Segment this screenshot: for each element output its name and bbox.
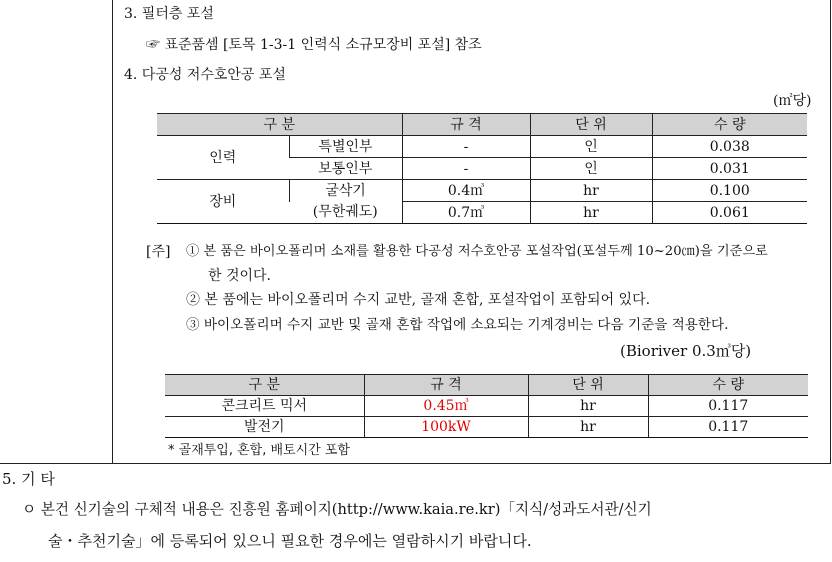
row-spec: - — [402, 136, 530, 158]
header-spec: 규 격 — [402, 114, 530, 136]
table-row — [157, 180, 807, 202]
labor-equipment-table — [157, 113, 807, 224]
table-row — [165, 417, 808, 438]
section5-line2: 술・추천기술」에 등록되어 있으니 필요한 경우에는 열람하시기 바랍니다. — [48, 532, 532, 550]
table-row — [165, 396, 808, 417]
row-name: 특별인부 — [289, 136, 402, 158]
row-unit: 인 — [530, 136, 652, 158]
row-spec: - — [402, 158, 530, 180]
header-spec: 규 격 — [364, 375, 528, 396]
note-1-continued: 한 것이다. — [208, 268, 271, 284]
row-qty: 0.061 — [652, 202, 807, 224]
machinery-table — [165, 374, 808, 438]
table2-footnote: * 골재투입, 혼합, 배토시간 포함 — [168, 443, 350, 458]
table-row — [157, 136, 807, 158]
row-unit: hr — [530, 202, 652, 224]
table-header-row — [157, 114, 807, 136]
bioriver-unit-label: (Bioriver 0.3㎥당) — [620, 342, 752, 360]
header-unit: 단 위 — [528, 375, 648, 396]
row-name: 발전기 — [165, 417, 364, 438]
note-2: ② 본 품에는 바이오폴리머 수지 교반, 골재 혼합, 포설작업이 포함되어 있다. — [186, 292, 651, 308]
section4-heading: 4. 다공성 저수호안공 포설 — [124, 67, 286, 83]
row-qty: 0.038 — [652, 136, 807, 158]
row-qty: 0.117 — [648, 417, 808, 438]
header-category: 구 분 — [157, 114, 402, 136]
row-spec: 0.45㎥ — [364, 396, 528, 417]
header-qty: 수 량 — [648, 375, 808, 396]
note-3: ③ 바이오폴리머 수지 교반 및 골재 혼합 작업에 소요되는 기계경비는 다음 기준을 적용한다. — [186, 317, 729, 333]
row-qty: 0.031 — [652, 158, 807, 180]
row-name: 콘크리트 믹서 — [165, 396, 364, 417]
labor-group-label: 인력 — [157, 136, 289, 180]
left-column-divider — [112, 0, 113, 464]
header-unit: 단 위 — [530, 114, 652, 136]
row-spec: 0.7㎥ — [402, 202, 530, 224]
section3-reference: ☞ 표준품셈 [토목 1-3-1 인력식 소규모장비 포설] 참조 — [146, 37, 482, 53]
equipment-group-label: 장비 — [157, 180, 289, 224]
row-spec: 0.4㎥ — [402, 180, 530, 202]
table-header-row — [165, 375, 808, 396]
unit-label: (㎡당) — [773, 93, 812, 109]
row-qty: 0.100 — [652, 180, 807, 202]
row-unit: hr — [528, 417, 648, 438]
row-qty: 0.117 — [648, 396, 808, 417]
row-name: 보통인부 — [289, 158, 402, 180]
header-qty: 수 량 — [652, 114, 807, 136]
notes-prefix: [주] — [146, 244, 171, 260]
row-unit: 인 — [530, 158, 652, 180]
section5-line1: ㅇ 본건 신기술의 구체적 내용은 진흥원 홈페이지(http://www.kaia.re.kr)「지식/성과도서관/신기 — [22, 501, 652, 518]
row-spec: 100kW — [364, 417, 528, 438]
section5-heading: 5. 기 타 — [2, 470, 55, 488]
section3-heading: 3. 필터층 포설 — [124, 6, 214, 22]
note-1: ① 본 품은 바이오폴리머 소재를 활용한 다공성 저수호안공 포설작업(포설두께 10~20㎝)을 기준으로 — [186, 244, 768, 259]
row-unit: hr — [530, 180, 652, 202]
header-category: 구 분 — [165, 375, 364, 396]
row-name: 굴삭기 — [289, 180, 402, 202]
row-name: (무한궤도) — [312, 204, 378, 221]
row-unit: hr — [528, 396, 648, 417]
